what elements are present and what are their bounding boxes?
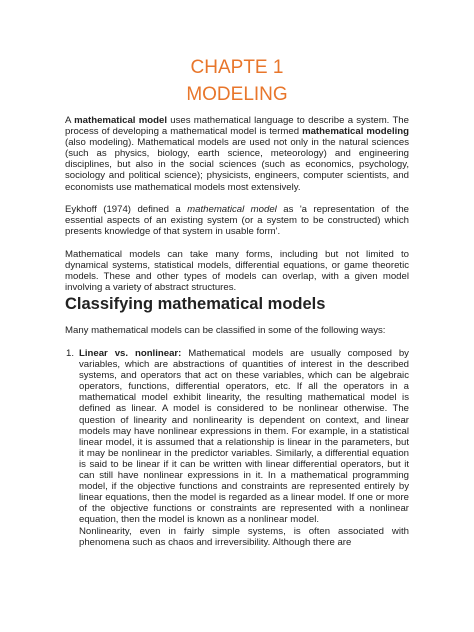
p2-italic-term: mathematical model (187, 204, 277, 215)
p1-text-3: (also modeling). Mathematical models are used not only in the natural sciences (such as physics, biology, earth science, meteorology) and engineering disciplines, but also in the social sciences (such as economics, psychology, sociology and political science); physicists, engineers, computer scientists, and economists use mathematical models most extensively. (65, 137, 409, 193)
p1-bold-term-1: mathematical model (74, 115, 167, 126)
p1-text-1: A (65, 115, 75, 126)
chapter-subtitle: MODELING (186, 84, 288, 105)
forms-paragraph: Mathematical models can take many forms, including but not limited to dynamical systems, statistical models, differential equations, or game theoretic models. These and other types of models can overlap, with a given model involving a variety of abstract structures. (65, 249, 409, 294)
list-item-continuation: Nonlinearity, even in fairly simple systems, is often associated with phenomena such as chaos and irreversibility. Although there are (79, 525, 409, 548)
classification-intro: Many mathematical models can be classified in some of the following ways: (65, 325, 386, 336)
p1-text-2: uses mathematical language to describe a system. The process of developing a mathematical model is termed (65, 115, 409, 138)
p1-bold-term-2: mathematical modeling (302, 126, 409, 138)
list-item-number: 1. (66, 348, 75, 359)
p2-text-1: Eykhoff (1974) defined a (65, 204, 188, 215)
list-item (66, 348, 409, 548)
p2-text-2: as 'a representation of the essential aspects of an existing system (or a system to be constructed) which presents knowledge of that system in usable form'. (65, 204, 409, 238)
definition-paragraph (65, 204, 409, 237)
list-item-body (79, 348, 409, 526)
chapter-title: CHAPTE 1 (190, 57, 284, 78)
intro-paragraph (65, 115, 409, 193)
classification-list (66, 348, 409, 548)
section-heading: Classifying mathematical models (65, 295, 326, 313)
list-item-text: Mathematical models are usually composed by variables, which are abstractions of quantities of interest in the described systems, and operators that act on these variables, which can be algebraic operators, functions, differential operators, etc. If all the operators in a mathematical model exhibit linearity, the resulting mathematical model is defined as linear. A model is considered to be nonlinear otherwise. The question of linearity and nonlinearity is dependent on context, and linear models may have nonlinear expressions in them. For example, in a statistical linear model, it is assumed that a relationship is linear in the parameters, but it may be nonlinear in the predictor variables. Similarly, a differential equation is said to be linear if it can be written with linear differential operators, but it can still have nonlinear expressions in it. In a mathematical programming model, if the objective functions and constraints are represented entirely by linear equations, then the model is regarded as a linear model. If one or more of the objective functions or constraints are represented with a nonlinear equation, then the model is known as a nonlinear model. (79, 348, 409, 526)
list-item-term: Linear vs. nonlinear: (79, 348, 182, 359)
